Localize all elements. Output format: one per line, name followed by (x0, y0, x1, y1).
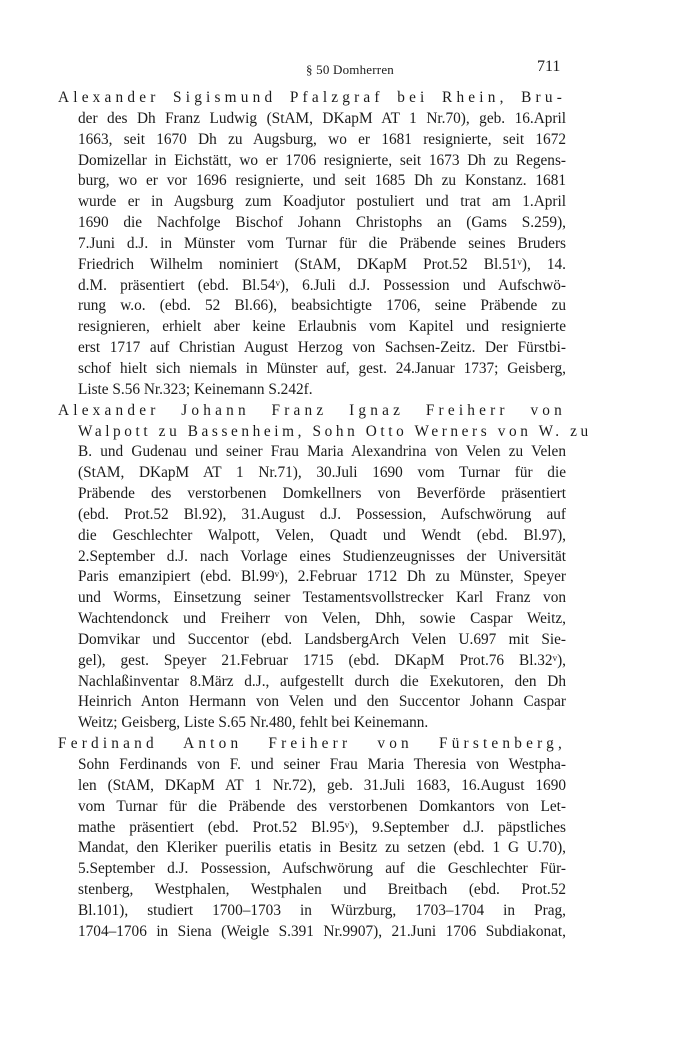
entry-text-line: Heinrich Anton Hermann von Velen und den Succentor Johann Caspar (78, 693, 566, 711)
entry-text-line: B. und Gudenau und seiner Frau Maria Alexandrina von Velen zu Velen (78, 443, 566, 461)
running-title: § 50 Domherren (306, 62, 394, 77)
entry-text-line: Walpott zu Bassenheim, Sohn Otto Werners von W. zu (78, 422, 592, 440)
page-number: 711 (537, 58, 561, 75)
entry-text-line: resignieren, erhielt aber keine Erlaubnis vom Kapitel und resignierte (78, 318, 566, 336)
entry-text-line: gel), gest. Speyer 21.Februar 1715 (ebd. DKapM Prot.76 Bl.32ᵛ), (78, 651, 566, 669)
entry-text-line: Domizellar in Eichstätt, wo er 1706 resignierte, seit 1673 Dh zu Regens- (78, 151, 566, 169)
entry-text-line: Nachlaßinventar 8.März d.J., aufgestellt durch die Exekutoren, den Dh (78, 672, 566, 690)
entry-text-line: Paris emanzipiert (ebd. Bl.99ᵛ), 2.Februar 1712 Dh zu Münster, Speyer (78, 568, 566, 586)
entry-text-line: (StAM, DKapM AT 1 Nr.71), 30.Juli 1690 vom Turnar für die (78, 464, 566, 482)
entry-text-line: 7.Juni d.J. in Münster vom Turnar für die Präbende seines Bruders (78, 234, 566, 252)
entry-text-line: die Geschlechter Walpott, Velen, Quadt und Wendt (ebd. Bl.97), (78, 526, 566, 544)
entry-text-line: Weitz; Geisberg, Liste S.65 Nr.480, fehlt bei Keinemann. (78, 714, 429, 732)
entry-text-line: rung w.o. (ebd. 52 Bl.66), beabsichtigte 1706, seine Präbende zu (78, 297, 566, 315)
entry-alexander-johann (58, 401, 592, 735)
entry-text-line: 1690 die Nachfolge Bischof Johann Christophs an (Gams S.259), (78, 214, 566, 232)
entry-text-line: Präbende des verstorbenen Domkellners von Beverförde präsentiert (78, 485, 566, 503)
entry-text-line: burg, wo er vor 1696 resignierte, und seit 1685 Dh zu Konstanz. 1681 (78, 172, 566, 190)
entry-text-line: Domvikar und Succentor (ebd. LandsbergArch Velen U.697 mit Sie- (78, 630, 566, 648)
entry-text-line: 1663, seit 1670 Dh zu Augsburg, wo er 1681 resignierte, seit 1672 (78, 130, 566, 148)
entry-text-line: Sohn Ferdinands von F. und seiner Frau Maria Theresia von Westpha- (78, 756, 566, 773)
entry-heading-line: Alexander Johann Franz Ignaz Freiherr von (58, 401, 566, 419)
entry-text-line: Liste S.56 Nr.323; Keinemann S.242f. (78, 380, 313, 398)
entry-text-line: wurde er in Augsburg zum Koadjutor postuliert und trat am 1.April (78, 193, 566, 211)
entry-text-line: 1704–1706 in Siena (Weigle S.391 Nr.9907), 21.Juni 1706 Subdiakonat, (78, 922, 566, 940)
entry-text-line: Bl.101), studiert 1700–1703 in Würzburg, 1703–1704 in Prag, (78, 901, 566, 919)
entry-text-line: Mandat, den Kleriker puerilis etatis in Besitz zu setzen (ebd. 1 G U.70), (78, 839, 566, 857)
entry-heading-line: Ferdinand Anton Freiherr von Fürstenberg, (58, 735, 566, 753)
entry-text-line: stenberg, Westphalen, Westphalen und Breitbach (ebd. Prot.52 (78, 881, 566, 899)
entry-text-line: vom Turnar für die Präbende des verstorbenen Domkantors von Let- (78, 797, 566, 815)
entry-text-line: schof hielt sich niemals in Münster auf, gest. 24.Januar 1737; Geisberg, (78, 359, 566, 377)
entry-text-line: Wachtendonck und Freiherr von Velen, Dhh, sowie Caspar Weitz, (78, 610, 566, 628)
entry-text-line: der des Dh Franz Ludwig (StAM, DKapM AT 1 Nr.70), geb. 16.April (78, 109, 566, 127)
entry-text-line: 5.September d.J. Possession, Aufschwörung auf die Geschlechter Für- (78, 860, 566, 878)
entry-alexander-sigismund (58, 88, 566, 401)
entry-text-line: d.M. präsentiert (ebd. Bl.54ᵛ), 6.Juli d.J. Possession und Aufschwö- (78, 276, 566, 294)
entry-text-line: (ebd. Prot.52 Bl.92), 31.August d.J. Possession, Aufschwörung auf (78, 505, 566, 523)
entry-ferdinand-anton (58, 734, 566, 942)
entry-text-line: Friedrich Wilhelm nominiert (StAM, DKapM Prot.52 Bl.51ᵛ), 14. (78, 255, 566, 273)
entry-text-line: und Worms, Einsetzung seiner Testamentsvollstrecker Karl Franz von (78, 589, 566, 607)
entry-text-line: erst 1717 auf Christian August Herzog von Sachsen-Zeitz. Der Fürstbi- (78, 339, 566, 357)
entry-text-line: 2.September d.J. nach Vorlage eines Studienzeugnisses der Universität (78, 547, 566, 565)
entry-heading-line: Alexander Sigismund Pfalzgraf bei Rhein, Bru- (58, 89, 566, 106)
entry-list (58, 88, 592, 943)
entry-text-line: len (StAM, DKapM AT 1 Nr.72), geb. 31.Juli 1683, 16.August 1690 (78, 776, 566, 794)
entry-text-line: mathe präsentiert (ebd. Prot.52 Bl.95ᵛ), 9.September d.J. päpstliches (78, 818, 566, 836)
